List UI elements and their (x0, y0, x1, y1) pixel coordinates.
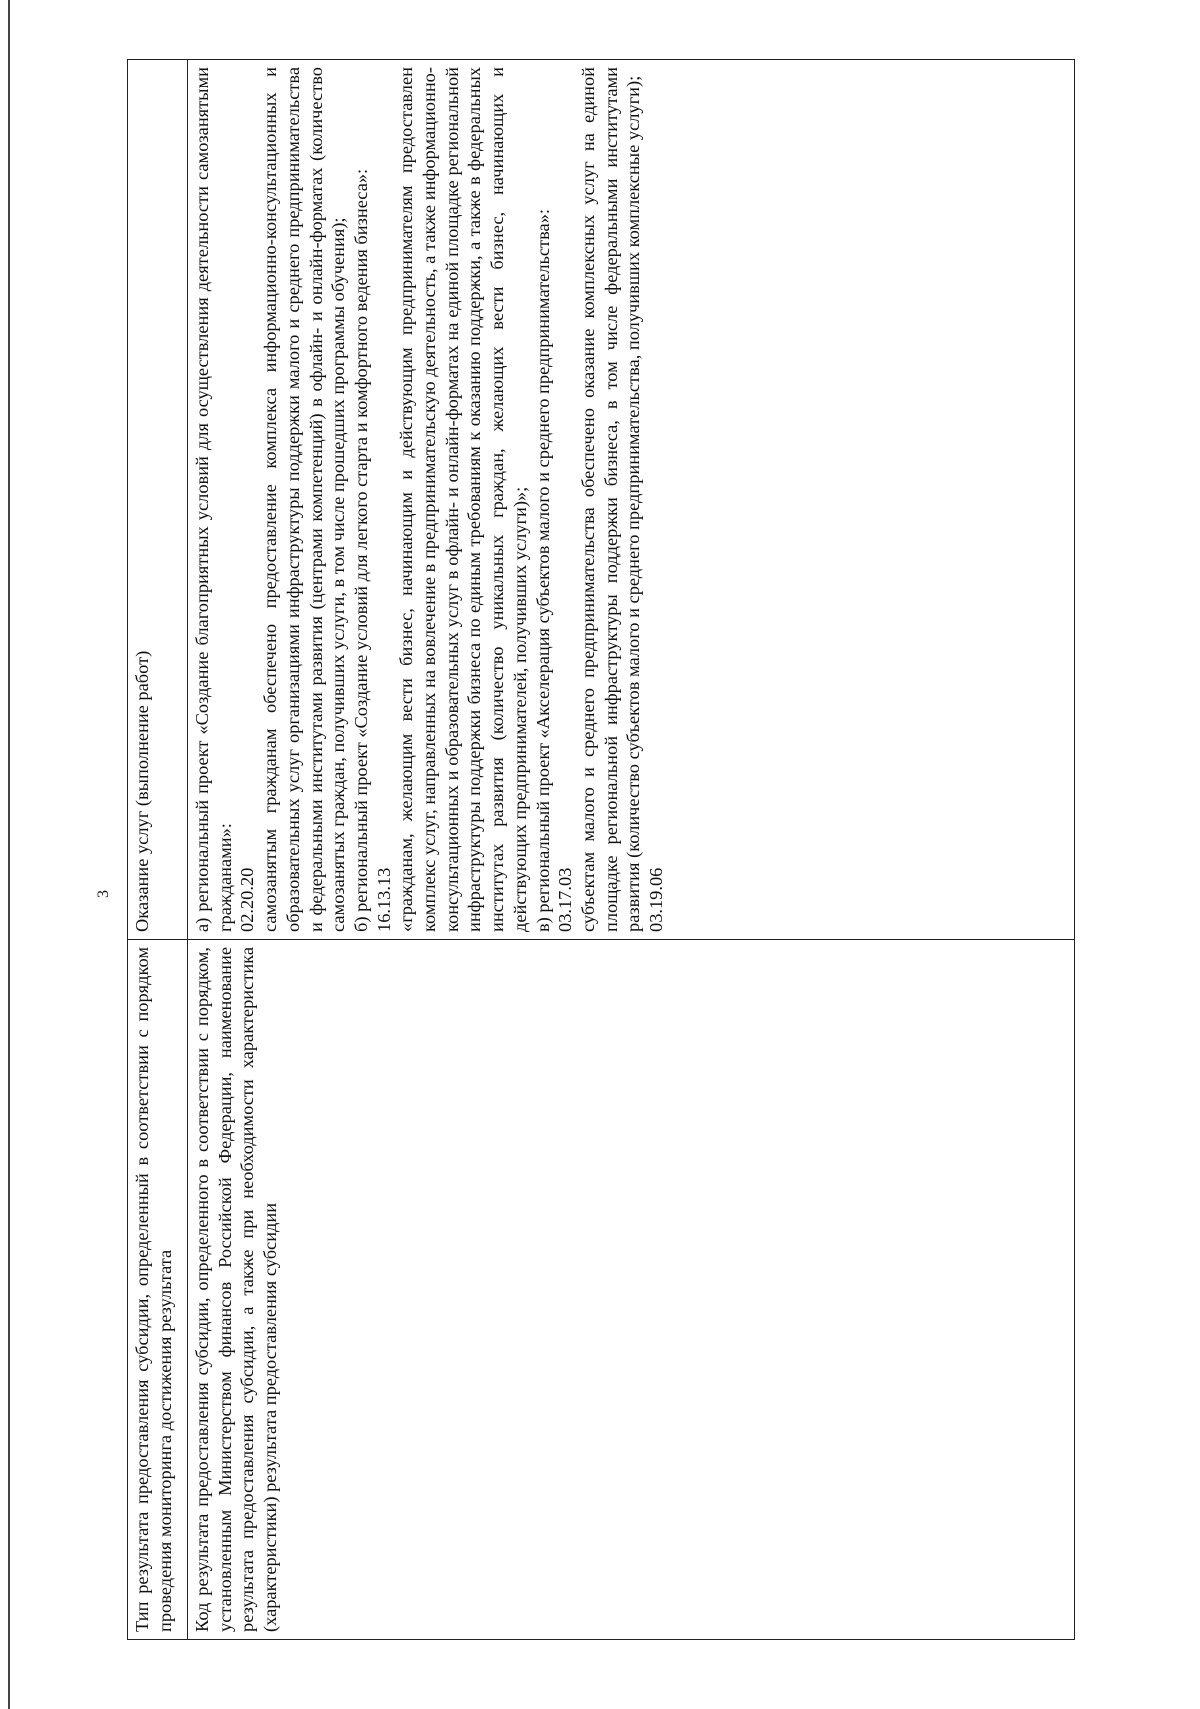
project-b-code: 16.13.13 (373, 867, 394, 932)
project-b-description: «гражданам, желающим вести бизнес, начинающим и действующим предпринимателям предоставлен комплекс услуг, направленных на вовлечение в предпринимательскую деятельность, а также информационно-консультационных и образовательных услуг в офлайн- и онлайн-форматах на единой площадке региональной инфраструктуры поддержки бизнеса по единым требованиям к оказанию поддержки, а также в федеральных институтах развития (количество уникальных граждан, желающих вести бизнес, начинающих и действующих предпринимателей, получивших услуги)»; (396, 67, 530, 932)
binding-edge-line (8, 0, 10, 1709)
result-type-value-cell: Оказание услуг (выполнение работ) (128, 60, 188, 940)
project-c-code-2: 03.19.06 (646, 867, 667, 932)
project-a-code: 02.20.20 (237, 867, 258, 932)
project-a-title: а) региональный проект «Создание благоприятных условий для осуществления деятельности самозанятыми гражданами»: (192, 67, 235, 932)
rotated-document-page (127, 60, 1075, 1640)
subsidy-result-table (127, 59, 1075, 1640)
table-body-row (188, 60, 1075, 1640)
result-code-label-cell: Код результата предоставления субсидии, определенного в соответствии с порядком, установленным Министерством финансов Российской Федерации, наименование результата предоставления субсидии, а также при необходимости характеристика (характеристики) результата предоставления субсидии (188, 940, 1075, 1640)
project-b-title: б) региональный проект «Создание условий для легкого старта и комфортного ведения бизнеса»: (350, 168, 371, 932)
project-c-code: 03.17.03 (555, 867, 576, 932)
result-type-label-cell: Тип результата предоставления субсидии, определенный в соответствии с порядком проведения мониторинга достижения результата (128, 940, 188, 1640)
table-header-row (128, 60, 188, 1640)
page-number: 3 (95, 890, 112, 898)
result-code-value-cell (188, 60, 1075, 940)
project-a-description: самозанятым гражданам обеспечено предоставление комплекса информационно-консультационных и образовательных услуг организациями инфраструктуры поддержки малого и среднего предпринимательства и федеральными институтами развития (центрами компетенций) в офлайн- и онлайн-форматах (количество самозанятых граждан, получивших услуги, в том числе прошедших программы обучения); (260, 67, 349, 932)
project-c-title: в) региональный проект «Акселерация субъектов малого и среднего предпринимательства»: (532, 209, 553, 932)
project-c-description: субъектам малого и среднего предпринимательства обеспечено оказание комплексных услуг на единой площадке региональной инфраструктуры поддержки бизнеса, в том числе федеральными институтами развития (количество субъектов малого и среднего предпринимательства, получивших комплексные услуги); (577, 67, 644, 932)
